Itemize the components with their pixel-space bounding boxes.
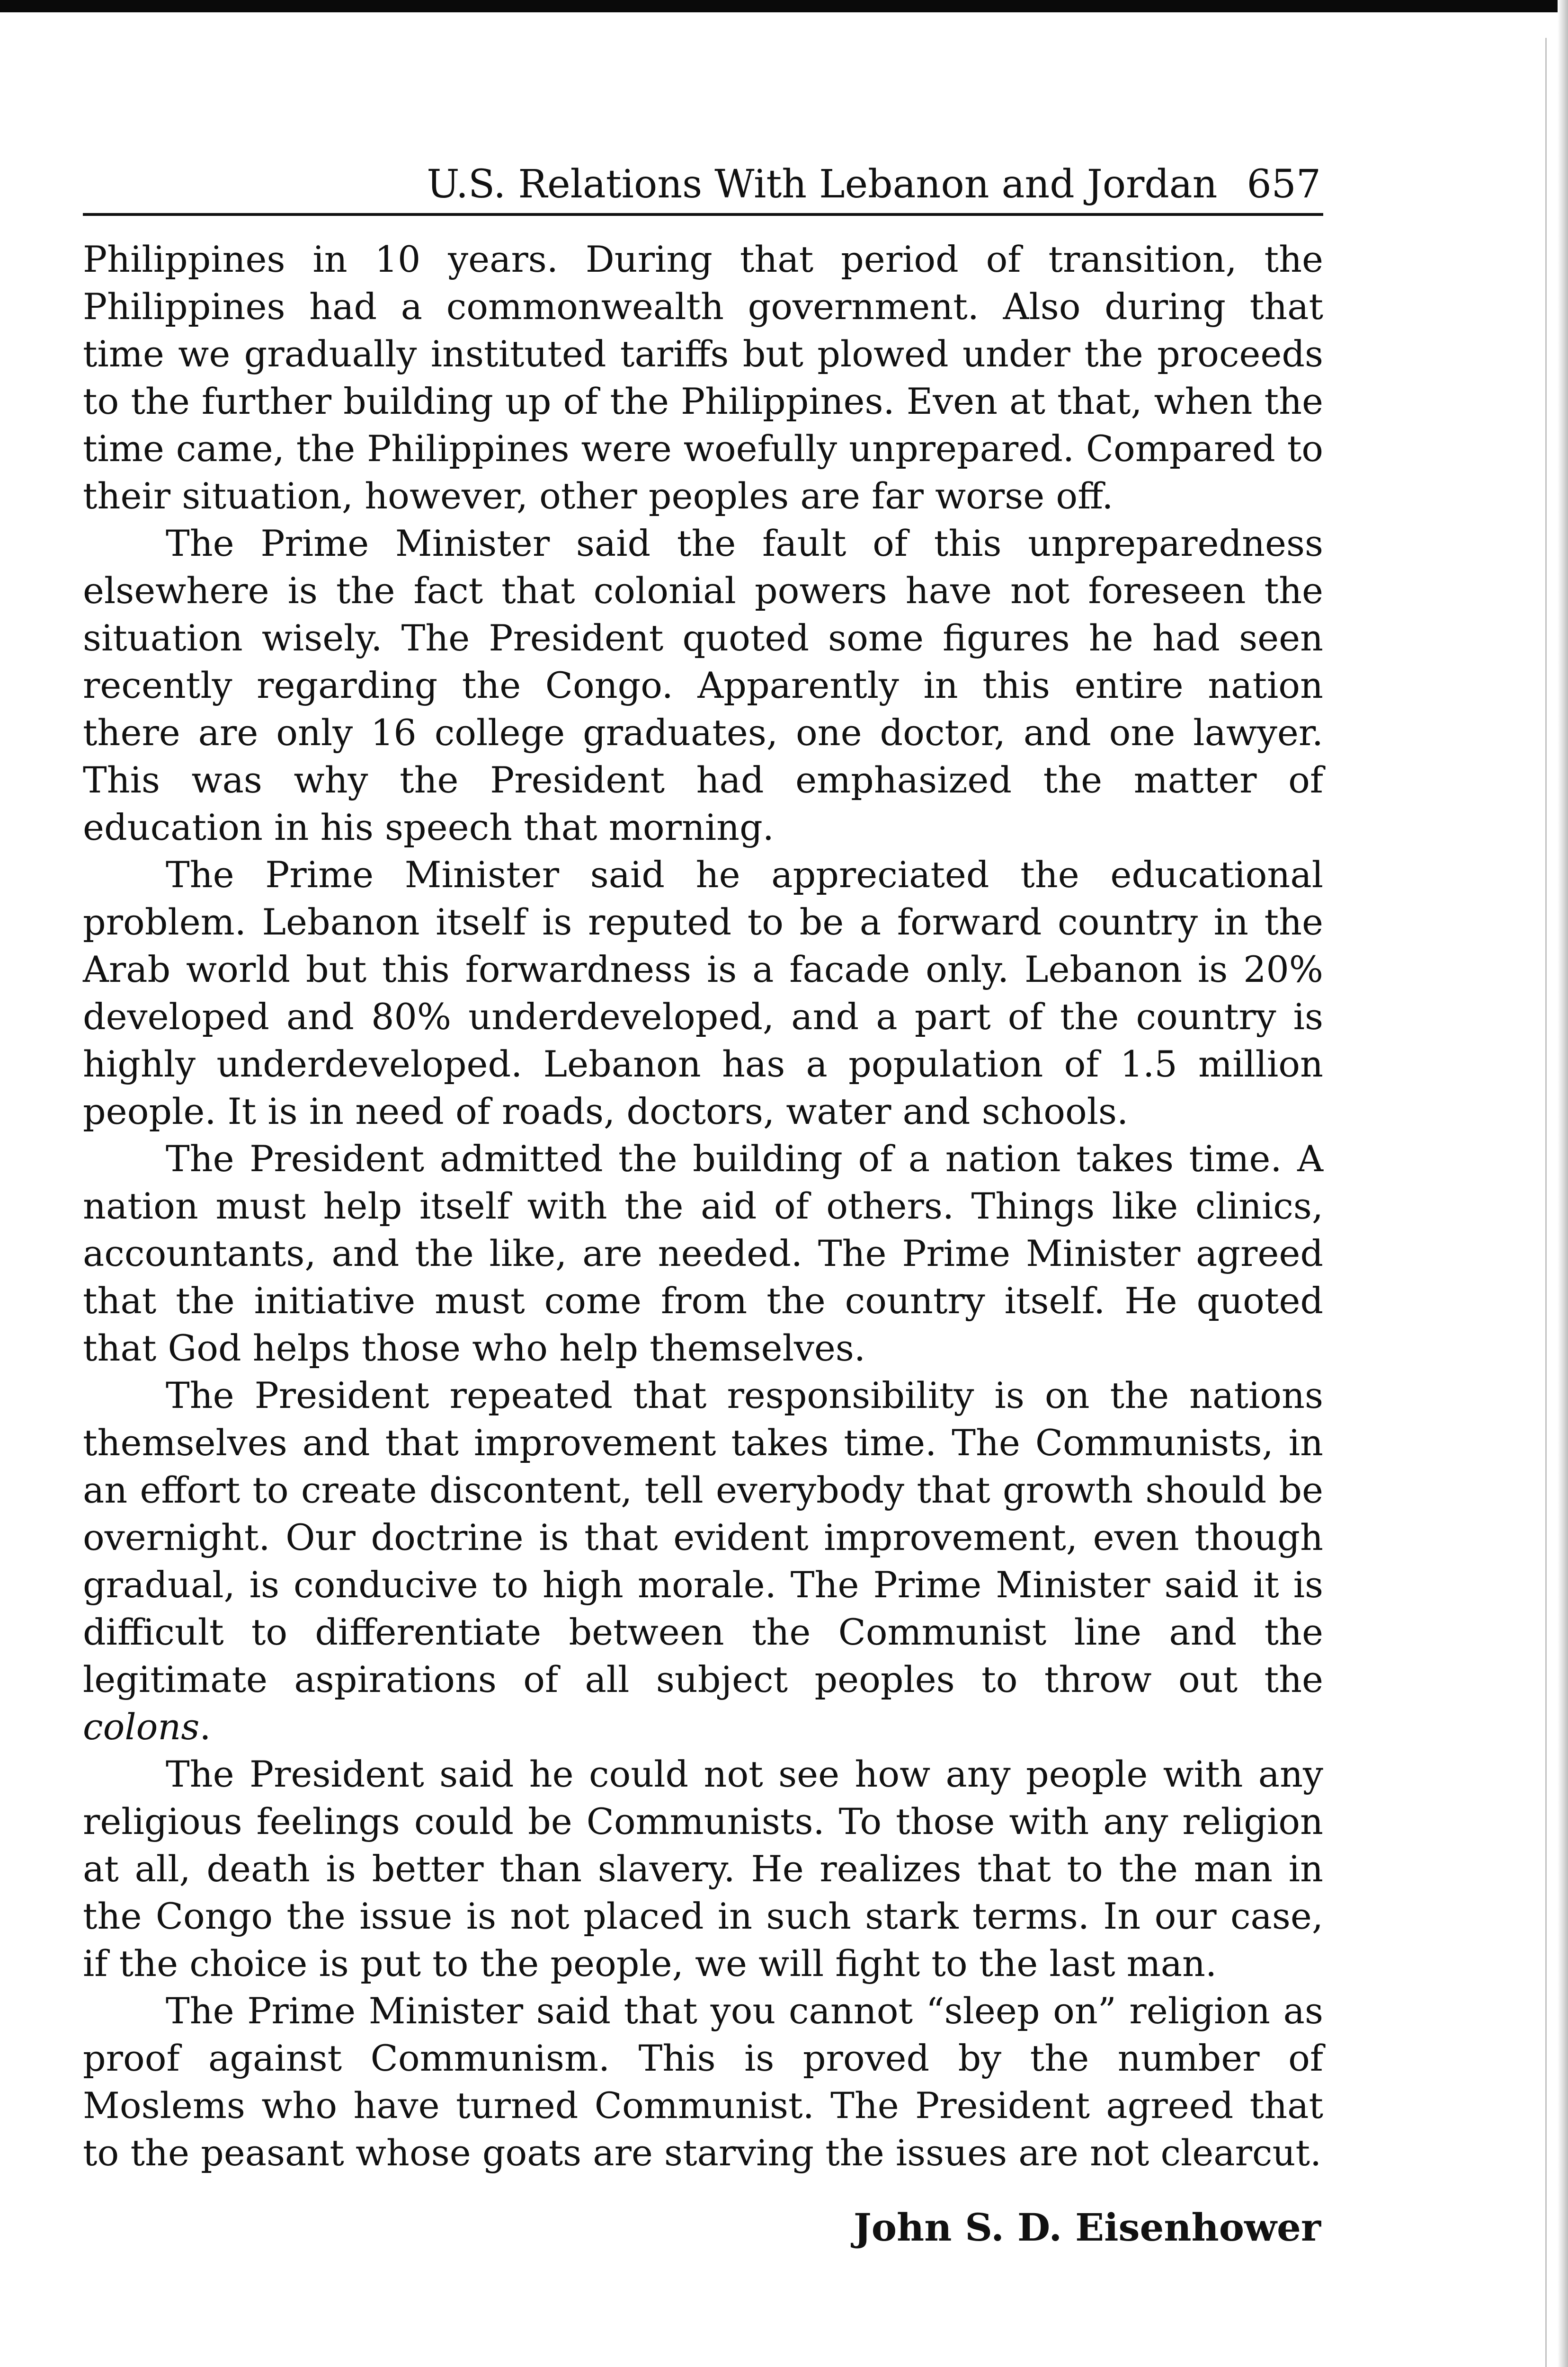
paragraph-4: The President admitted the building of a nation takes time. A nation must help itself with the aid of others. Things like clinics, accountants, and the like, are needed. The Prime Minister agreed that the initiative must come from the country itself. He quoted that God helps those who help themselves. xyxy=(83,1138,1323,1369)
paragraph-2: The Prime Minister said the fault of this unpreparedness elsewhere is the fact that colonial powers have not foreseen the situation wisely. The President quoted some figures he had seen recently regarding the Congo. Apparently in this entire nation there are only 16 college graduates, one doctor, and one lawyer. This was why the President had emphasized the matter of education in his speech that morning. xyxy=(83,522,1323,848)
paragraph-7: The Prime Minister said that you cannot “sleep on” religion as proof against Communism. This is proved by the number of Moslems who have turned Communist. The President agreed that to the peasant whose goats are starving the issues are not clearcut. xyxy=(83,1990,1323,2174)
paragraph-6: The President said he could not see how any people with any religious feelings could be Communists. To those with any religion at all, death is better than slavery. He realizes that to the man in the Congo the issue is not placed in such stark terms. In our case, if the choice is put to the people, we will fight to the last man. xyxy=(83,1753,1323,1984)
paragraph-5-italic-word: colons xyxy=(83,1706,200,1748)
running-head-title: U.S. Relations With Lebanon and Jordan xyxy=(427,162,1218,207)
scan-gutter-line xyxy=(1545,38,1547,2367)
paragraph-5-period: . xyxy=(199,1706,211,1748)
paragraph-5-text: The President repeated that responsibility is on the nations themselves and that improvement takes time. The Communists, in an effort to create discontent, tell everybody that growth should be overnight. Our doctrine is that evident improvement, even though gradual, is conducive to high morale. The Prime Minister said it is difficult to differentiate between the Communist line and the legitimate aspirations of all subject peoples to throw out the xyxy=(83,1374,1323,1700)
paragraph-1: Philippines in 10 years. During that period of transition, the Philippines had a commonwealth government. Also during that time we gradually instituted tariffs but plowed under the proceeds to the further building up of the Philippines. Even at that, when the time came, the Philippines were woefully unprepared. Compared to their situation, however, other peoples are far worse off. xyxy=(83,238,1323,517)
page-number: 657 xyxy=(1247,162,1321,207)
body-text xyxy=(83,236,1323,2177)
signature: John S. D. Eisenhower xyxy=(853,2205,1321,2250)
book-page xyxy=(83,161,1323,2253)
running-head xyxy=(83,161,1323,216)
scan-right-edge xyxy=(1558,0,1568,2367)
paragraph-5 xyxy=(83,1372,1323,1751)
paragraph-3: The Prime Minister said he appreciated the educational problem. Lebanon itself is reputed to be a forward country in the Arab world but this forwardness is a facade only. Lebanon is 20% developed and 80% underdeveloped, and a part of the country is highly underdeveloped. Lebanon has a population of 1.5 million people. It is in need of roads, doctors, water and schools. xyxy=(83,854,1323,1132)
scan-top-border xyxy=(0,0,1568,12)
